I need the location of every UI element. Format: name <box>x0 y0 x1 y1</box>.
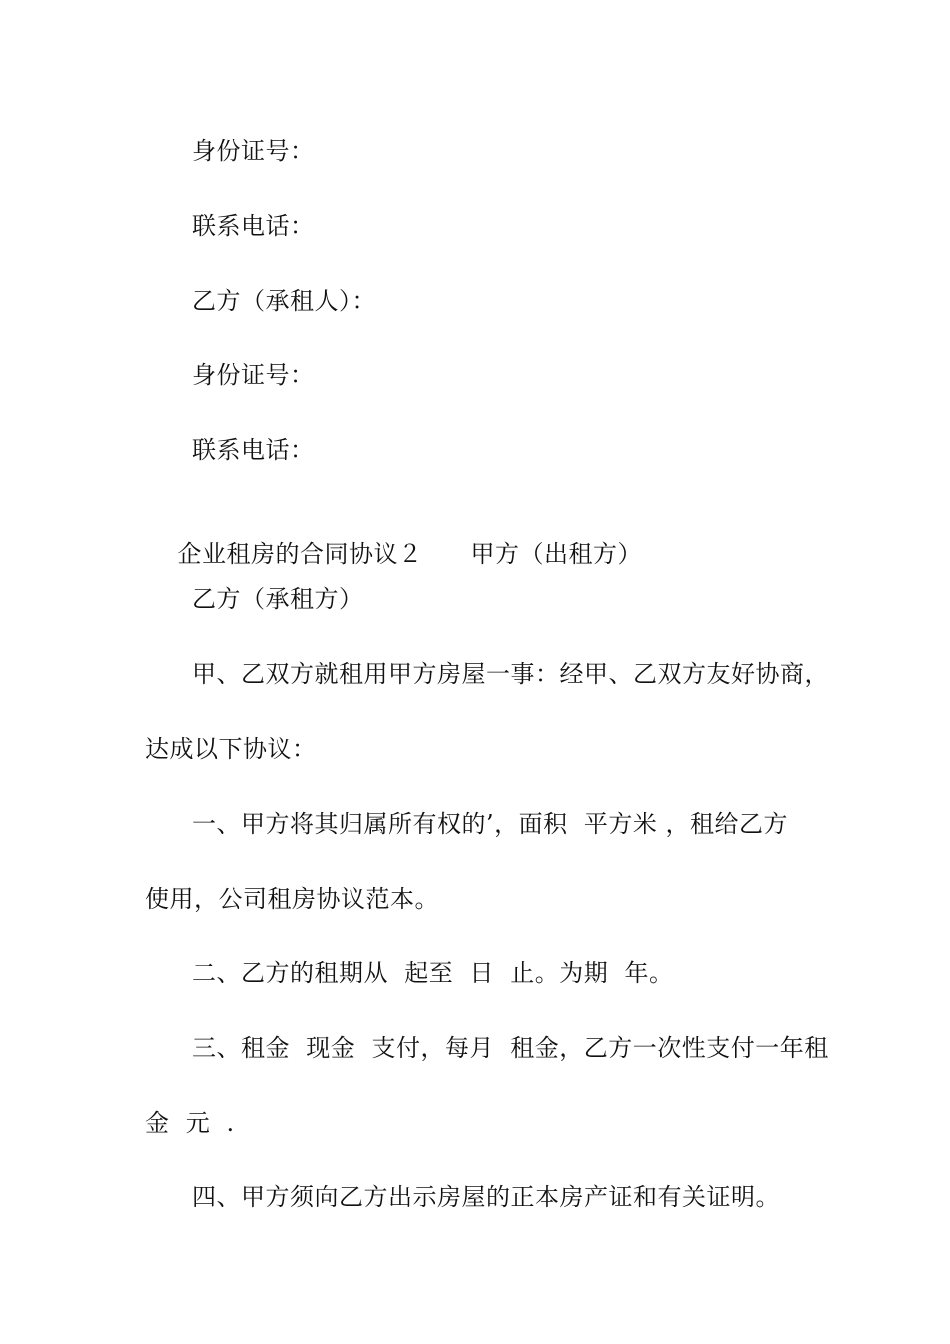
clause-3-line-1: 三、租金 现金 支付，每月 租金，乙方一次性支付一年租 <box>192 1034 829 1062</box>
id-number-label-b: 身份证号： <box>192 361 315 389</box>
preamble-paragraph-line-2: 达成以下协议： <box>145 735 317 763</box>
clause-2: 二、乙方的租期从 起至 日 止。为期 年。 <box>192 959 674 987</box>
preamble-paragraph-line-1: 甲、乙双方就租用甲方房屋一事：经甲、乙双方友好协商， <box>192 660 829 688</box>
contract-title: 企业租房的合同协议２ <box>177 540 423 568</box>
clause-1-line-2: 使用，公司租房协议范本。 <box>145 885 439 913</box>
phone-label-b: 联系电话： <box>192 436 315 464</box>
clause-3-line-2: 金 元 . <box>145 1109 235 1137</box>
phone-label-a: 联系电话： <box>192 212 315 240</box>
id-number-label-a: 身份证号： <box>192 137 315 165</box>
party-b-lessee-label: 乙方（承租人）： <box>192 287 376 315</box>
clause-4: 四、甲方须向乙方出示房屋的正本房产证和有关证明。 <box>192 1183 780 1211</box>
party-a-label: 甲方（出租方） <box>470 540 643 568</box>
clause-1-line-1: 一、甲方将其归属所有权的’，面积 平方米 ，租给乙方 <box>192 810 789 838</box>
party-b-label: 乙方（承租方） <box>192 585 364 613</box>
